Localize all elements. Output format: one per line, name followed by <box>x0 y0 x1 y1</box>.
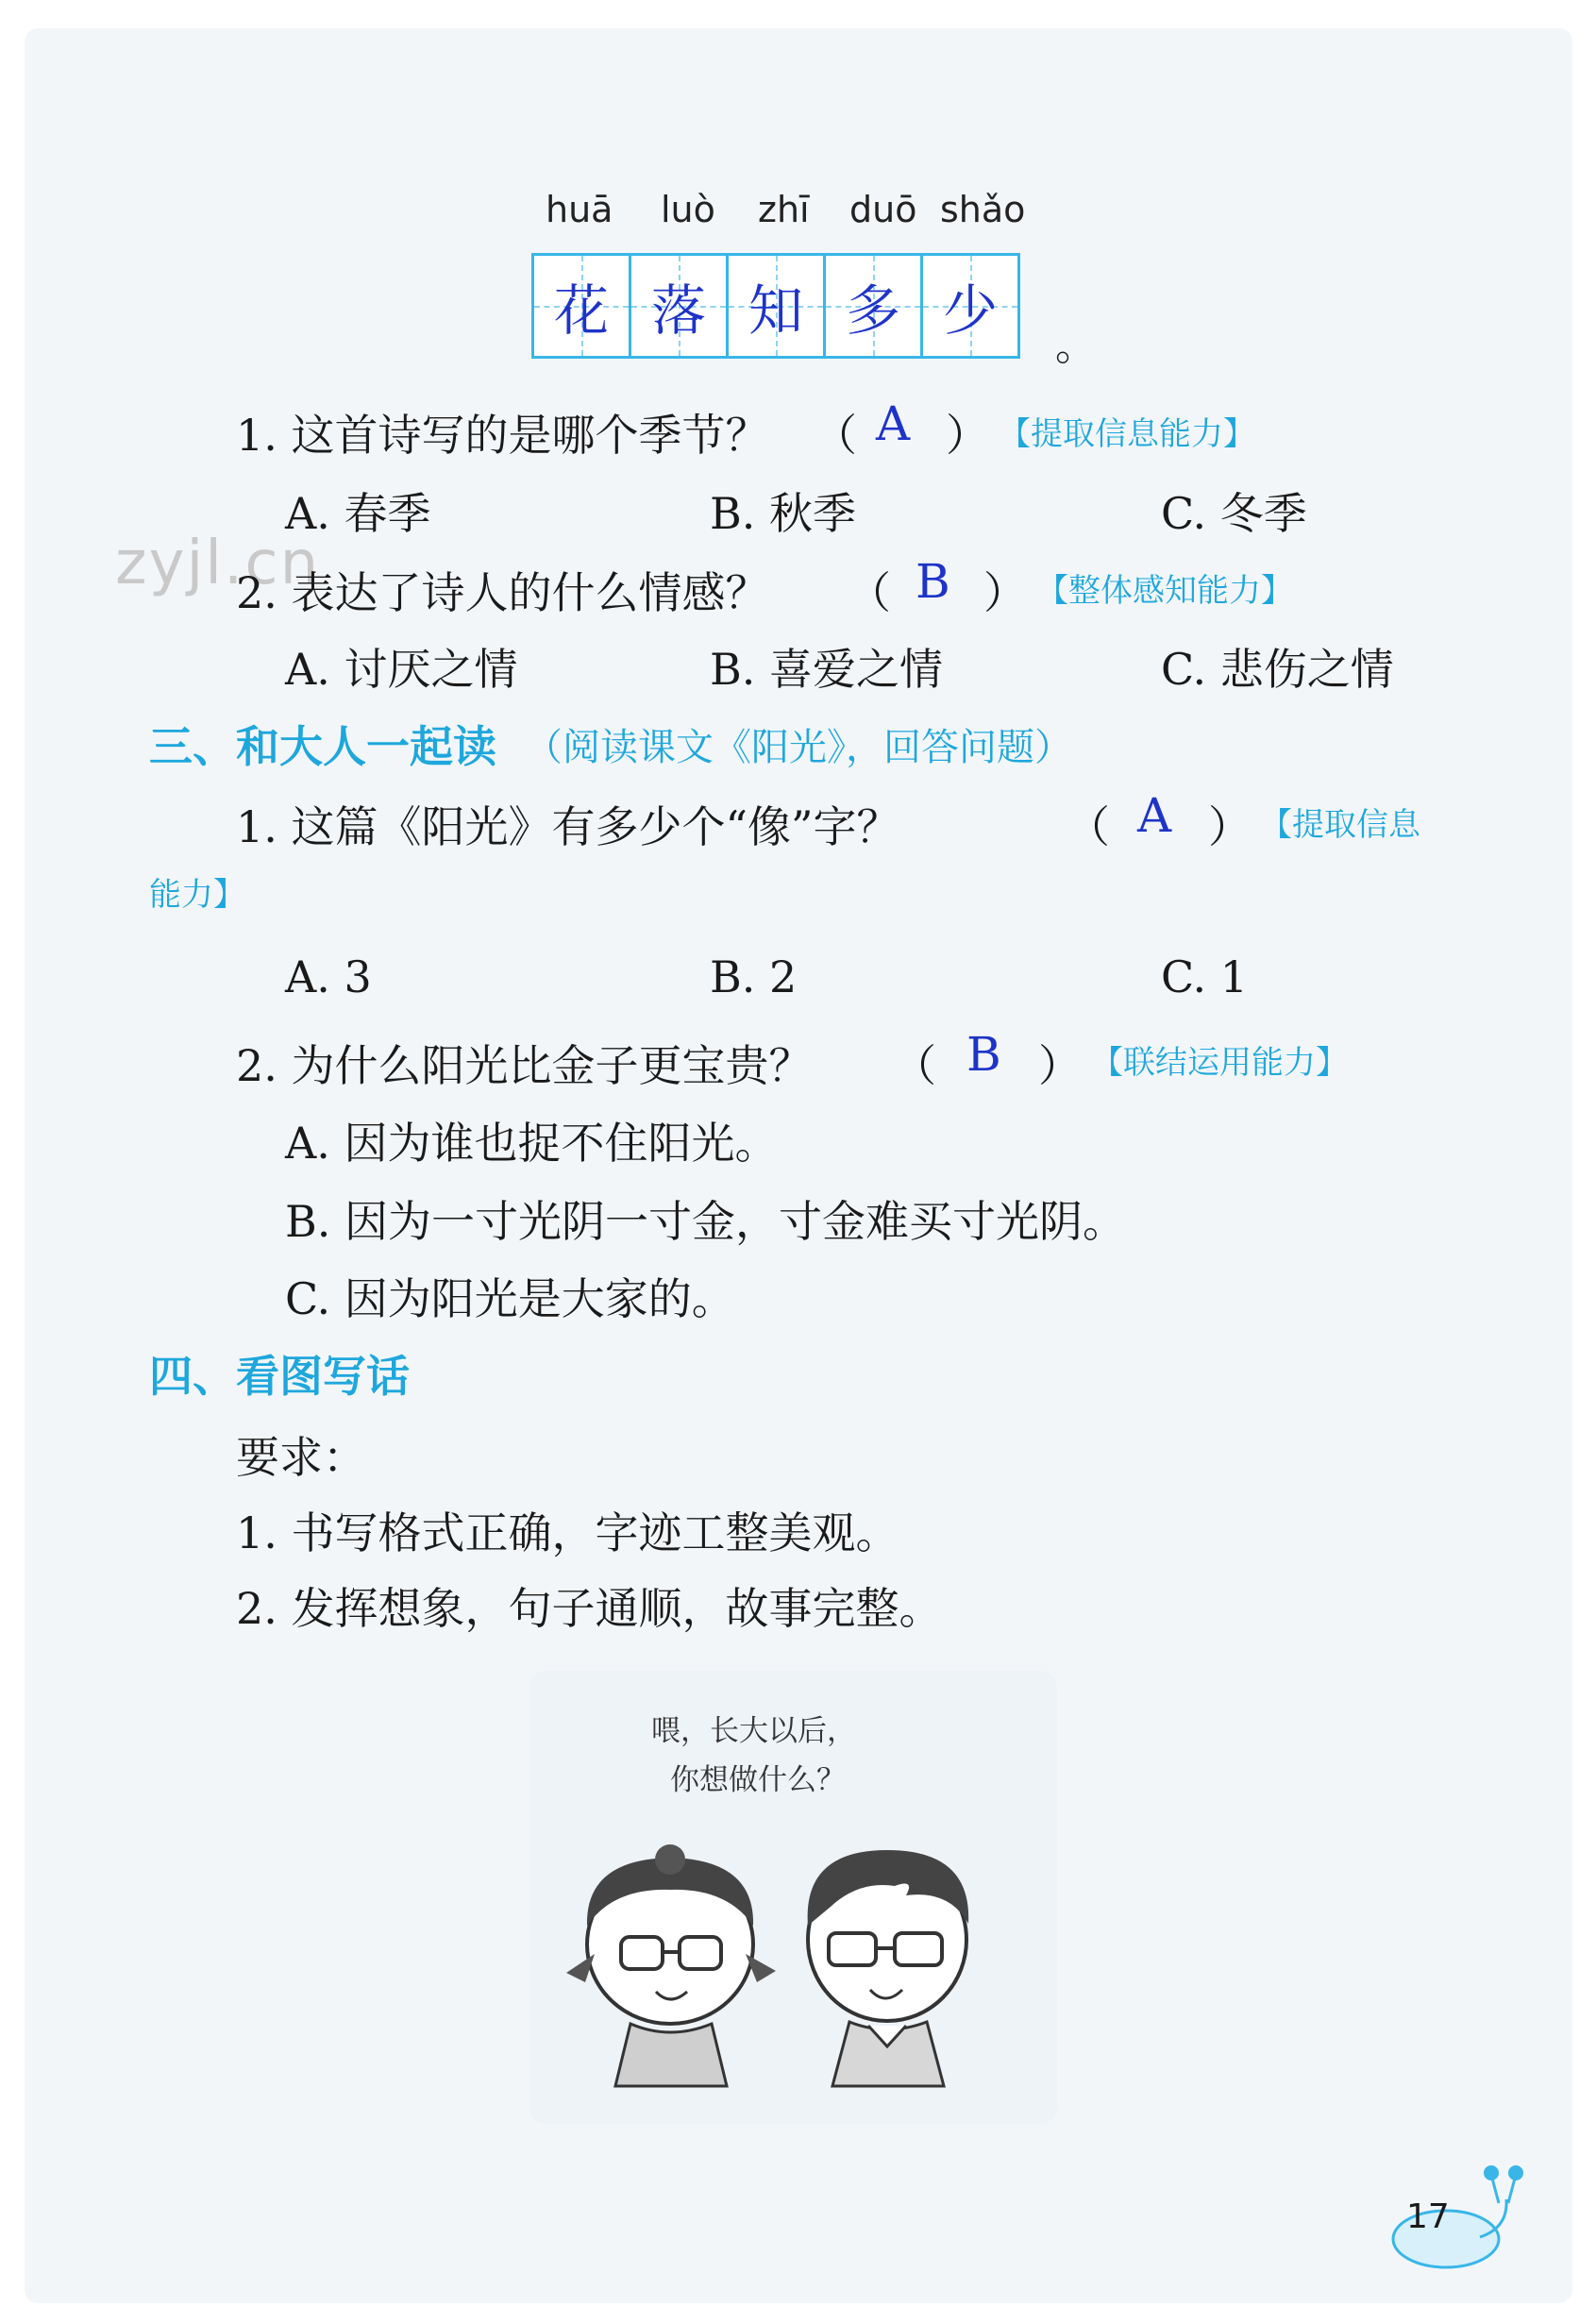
option-b: B. 秋季 <box>710 488 857 539</box>
option-a: A. 讨厌之情 <box>285 644 518 695</box>
option-c: C. 冬季 <box>1161 488 1307 539</box>
option-c: C. 1 <box>1161 951 1249 1002</box>
option-a: A. 春季 <box>285 488 431 539</box>
skill-tag: 【联结运用能力】 <box>1091 1044 1348 1082</box>
speech-bubble-line: 喂，长大以后， <box>651 1714 856 1748</box>
grid-cell <box>729 256 826 356</box>
poem-char-2: 落 <box>650 278 706 343</box>
pinyin-1: huā <box>546 189 613 230</box>
answer-close-paren: ） <box>946 410 989 461</box>
skill-tag-continued: 能力】 <box>149 876 245 914</box>
poem-char-4: 多 <box>845 278 900 343</box>
speech-bubble-line: 你想做什么？ <box>670 1763 846 1797</box>
grid-cell <box>826 256 923 356</box>
page-number: 17 <box>1406 2197 1450 2236</box>
answer-letter: B <box>966 1027 1001 1082</box>
answer-open-paren: （ <box>893 1040 936 1091</box>
answer-letter: A <box>1137 788 1172 843</box>
option-a: A. 3 <box>285 951 372 1002</box>
question-stem: 2. 表达了诗人的什么情感？ <box>236 567 769 618</box>
question-stem: 2. 为什么阳光比金子更宝贵？ <box>236 1040 813 1091</box>
pinyin-3: zhī <box>758 189 810 230</box>
poem-char-3: 知 <box>748 278 803 343</box>
answer-letter: A <box>876 396 911 451</box>
skill-tag: 【整体感知能力】 <box>1036 572 1293 610</box>
section-subtitle: （阅读课文《阳光》，回答问题） <box>525 726 1072 769</box>
watermark: zyjl.cn <box>115 529 321 598</box>
option-b: B. 喜爱之情 <box>710 644 944 695</box>
poem-char-1: 花 <box>553 278 609 343</box>
title-period: 。 <box>1055 322 1097 370</box>
option-c: C. 因为阳光是大家的。 <box>285 1273 735 1324</box>
answer-letter: B <box>916 554 950 609</box>
requirements-label: 要求： <box>236 1432 366 1483</box>
section-heading: 四、看图写话 <box>149 1351 410 1402</box>
option-b: B. 因为一寸光阴一寸金，寸金难买寸光阴。 <box>285 1196 1127 1247</box>
question-stem: 1. 这首诗写的是哪个季节？ <box>236 410 769 461</box>
poem-char-5: 少 <box>942 278 998 343</box>
answer-open-paren: （ <box>1067 801 1110 852</box>
option-a: A. 因为谁也捉不住阳光。 <box>285 1118 779 1169</box>
answer-close-paren: ） <box>1038 1040 1082 1091</box>
grid-cell <box>923 256 1017 356</box>
skill-tag: 【提取信息能力】 <box>999 415 1255 453</box>
section-heading: 三、和大人一起读 <box>149 721 496 772</box>
answer-close-paren: ） <box>983 567 1027 618</box>
grid-cell <box>631 256 729 356</box>
answer-close-paren: ） <box>1208 801 1252 852</box>
option-b: B. 2 <box>710 951 798 1002</box>
tianzige-grid <box>531 253 1020 359</box>
skill-tag: 【提取信息 <box>1260 806 1420 844</box>
answer-open-paren: （ <box>814 410 857 461</box>
grid-cell <box>534 256 631 356</box>
question-stem: 1. 这篇《阳光》有多少个“像”字？ <box>236 801 900 852</box>
option-c: C. 悲伤之情 <box>1161 644 1394 695</box>
pinyin-5: shǎo <box>940 189 1026 230</box>
answer-open-paren: （ <box>848 567 891 618</box>
pinyin-2: luò <box>661 189 715 230</box>
requirement-item: 2. 发挥想象，句子通顺，故事完整。 <box>236 1583 943 1634</box>
pinyin-4: duō <box>849 189 917 230</box>
requirement-item: 1. 书写格式正确，字迹工整美观。 <box>236 1507 899 1558</box>
